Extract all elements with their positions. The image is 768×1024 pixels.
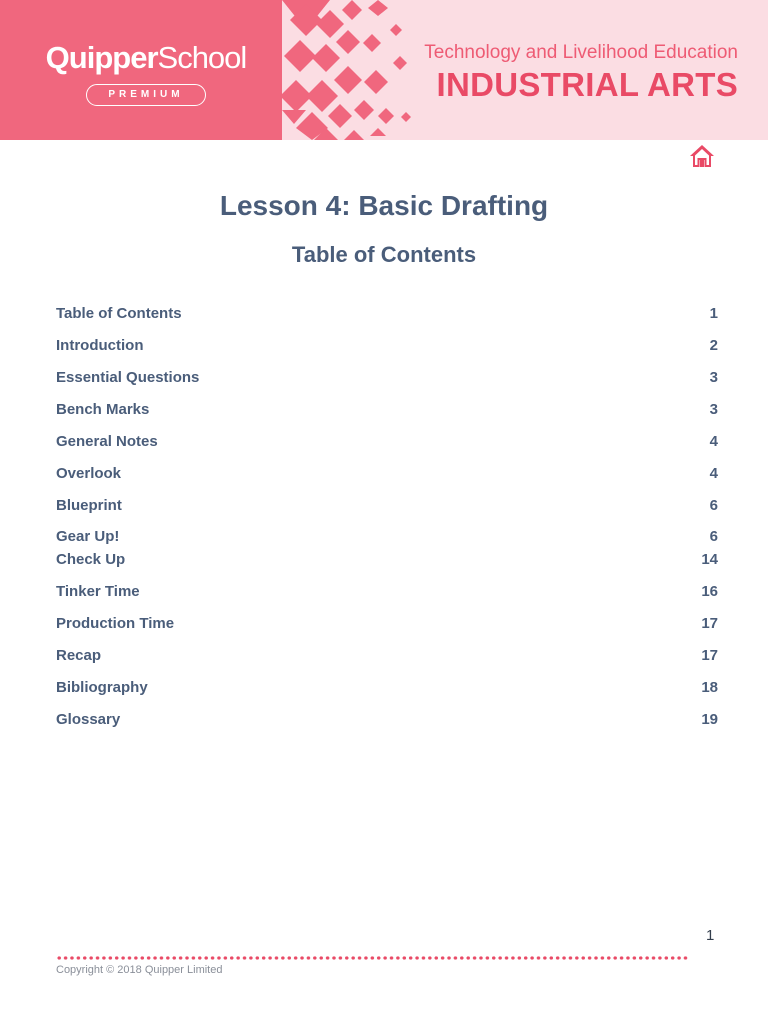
- toc-item[interactable]: [56, 401, 718, 423]
- toc-item-label: General Notes: [56, 433, 158, 450]
- toc-item[interactable]: [56, 497, 718, 519]
- toc-item-label: Bibliography: [56, 679, 148, 696]
- brand-logo: [36, 40, 256, 106]
- toc-item-page: 1: [709, 305, 718, 322]
- page-number: 1: [706, 927, 715, 944]
- copyright-notice: Copyright © 2018 Quipper Limited: [56, 964, 223, 976]
- toc-item[interactable]: [56, 647, 718, 669]
- toc-item-page: 16: [701, 583, 718, 600]
- toc-item[interactable]: [56, 337, 718, 359]
- toc-heading: Table of Contents: [291, 242, 477, 267]
- home-icon[interactable]: [688, 142, 716, 170]
- toc-item[interactable]: [56, 528, 718, 550]
- toc-item[interactable]: [56, 583, 718, 605]
- toc-item[interactable]: [56, 615, 718, 637]
- toc-item-label: Essential Questions: [56, 369, 200, 386]
- toc-item-label: Blueprint: [56, 497, 122, 514]
- toc-item-label: Bench Marks: [56, 401, 150, 418]
- toc-item-page: 17: [701, 647, 718, 664]
- lesson-title: Lesson 4: Basic Drafting: [219, 190, 549, 221]
- toc-item-label: Table of Contents: [56, 305, 182, 322]
- toc-item-label: Recap: [56, 647, 102, 664]
- toc-item[interactable]: [56, 551, 718, 573]
- toc-item-label: Gear Up!: [56, 528, 120, 545]
- toc-item-page: 4: [709, 433, 718, 450]
- toc-item[interactable]: [56, 369, 718, 391]
- toc-item[interactable]: [56, 711, 718, 733]
- subject-title: INDUSTRIAL ARTS: [436, 66, 738, 103]
- toc-item-label: Production Time: [56, 615, 175, 632]
- toc-item-page: 19: [701, 711, 718, 728]
- toc-item-page: 17: [701, 615, 718, 632]
- toc-item-label: Introduction: [56, 337, 144, 354]
- brand-wordmark: QuipperSchool: [45, 40, 247, 75]
- toc-item-label: Overlook: [56, 465, 122, 482]
- toc-item-page: 4: [709, 465, 718, 482]
- toc-item-page: 2: [709, 337, 718, 354]
- toc-item-page: 18: [701, 679, 718, 696]
- toc-item-label: Check Up: [56, 551, 126, 568]
- toc-item-label: Glossary: [56, 711, 121, 728]
- toc-item-page: 3: [709, 369, 718, 386]
- premium-badge: PREMIUM: [86, 84, 206, 106]
- footer-dotted-divider: [56, 955, 688, 961]
- toc-item-page: 6: [709, 497, 718, 514]
- toc-item[interactable]: [56, 679, 718, 701]
- toc-item-label: Tinker Time: [56, 583, 140, 600]
- toc-item[interactable]: [56, 305, 718, 327]
- toc-item[interactable]: [56, 433, 718, 455]
- subject-subtitle: Technology and Livelihood Education: [424, 42, 738, 63]
- toc-item-page: 6: [709, 528, 718, 545]
- page-header: [0, 0, 768, 140]
- toc-item[interactable]: [56, 465, 718, 487]
- toc-item-page: 14: [701, 551, 718, 568]
- toc-item-page: 3: [709, 401, 718, 418]
